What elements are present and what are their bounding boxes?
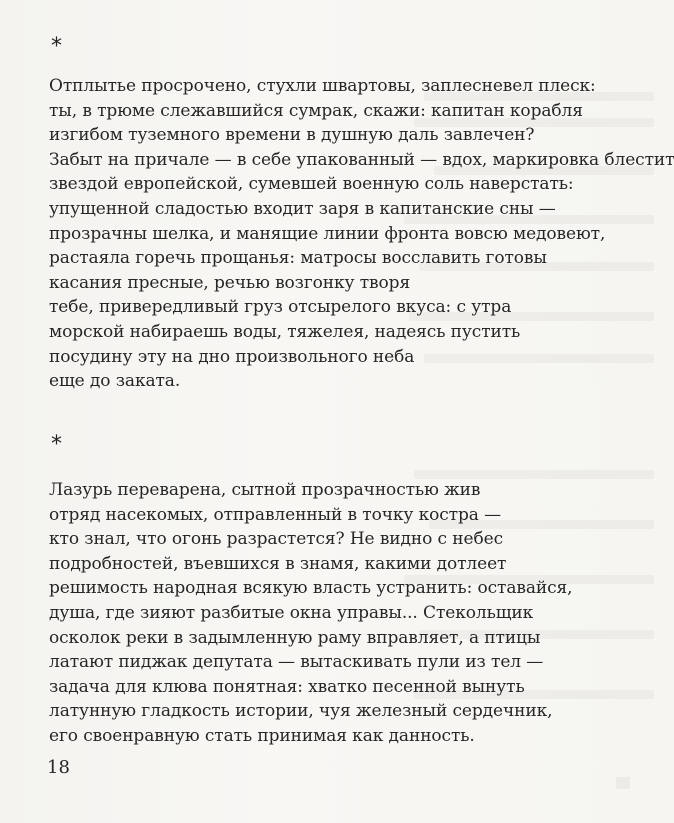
poem-line: изгибом туземного времени в душную даль завлечен? <box>49 125 535 146</box>
poem-line: растаяла горечь прощанья: матросы восславить готовы <box>49 248 547 269</box>
poem-line: морской набираешь воды, тяжелея, надеясь пустить <box>49 321 521 342</box>
poem-line: подробностей, въевшихся в знамя, какими дотлеет <box>49 553 507 574</box>
poem-line: душа, где зияют разбитые окна управы... Стекольщик <box>49 602 534 623</box>
poem-line: звездой европейской, сумевшей военную соль наверстать: <box>49 174 574 195</box>
poem-line: Забыт на причале — в себе упакованный — вдох, маркировка блестит <box>49 149 674 170</box>
poem-line: его своенравную стать принимая как данность. <box>49 725 475 746</box>
poem-line: прозрачны шелка, и манящие линии фронта вовсю медовеют, <box>49 223 606 244</box>
page-number: 18 <box>47 757 70 778</box>
poem-line: касания пресные, речью возгонку творя <box>49 272 411 293</box>
poem-line: посудину эту на дно произвольного неба <box>49 346 415 367</box>
poem-line: Отплытье просрочено, стухли швартовы, заплесневел плеск: <box>49 76 596 96</box>
poem-line: осколок реки в задымленную раму вправляет, а птицы <box>49 627 541 648</box>
poem-separator-asterisk: * <box>51 34 62 59</box>
poem-1 <box>49 74 674 394</box>
poem-line: задача для клюва понятная: хватко песенной вынуть <box>49 676 525 697</box>
poem-line: латунную гладкость истории, чуя железный сердечник, <box>49 701 553 722</box>
bleed-through-page-number <box>616 777 630 789</box>
poem-line: латают пиджак депутата — вытаскивать пули из тел — <box>49 652 544 673</box>
poem-line: еще до заката. <box>49 371 181 392</box>
poem-line: решимость народная всякую власть устранить: оставайся, <box>49 578 573 599</box>
poem-line: Лазурь переварена, сытной прозрачностью жив <box>49 480 481 500</box>
poem-line: ты, в трюме слежавшийся сумрак, скажи: капитан корабля <box>49 100 583 121</box>
poem-line: кто знал, что огонь разрастется? Не видно с небес <box>49 529 503 550</box>
poem-line: отряд насекомых, отправленный в точку костра — <box>49 504 502 525</box>
poem-line: упущенной сладостью входит заря в капитанские сны — <box>49 198 556 219</box>
poem-separator-asterisk: * <box>51 432 62 457</box>
poem-2 <box>49 478 639 749</box>
poem-line: тебе, привередливый груз отсырелого вкуса: с утра <box>49 297 512 318</box>
